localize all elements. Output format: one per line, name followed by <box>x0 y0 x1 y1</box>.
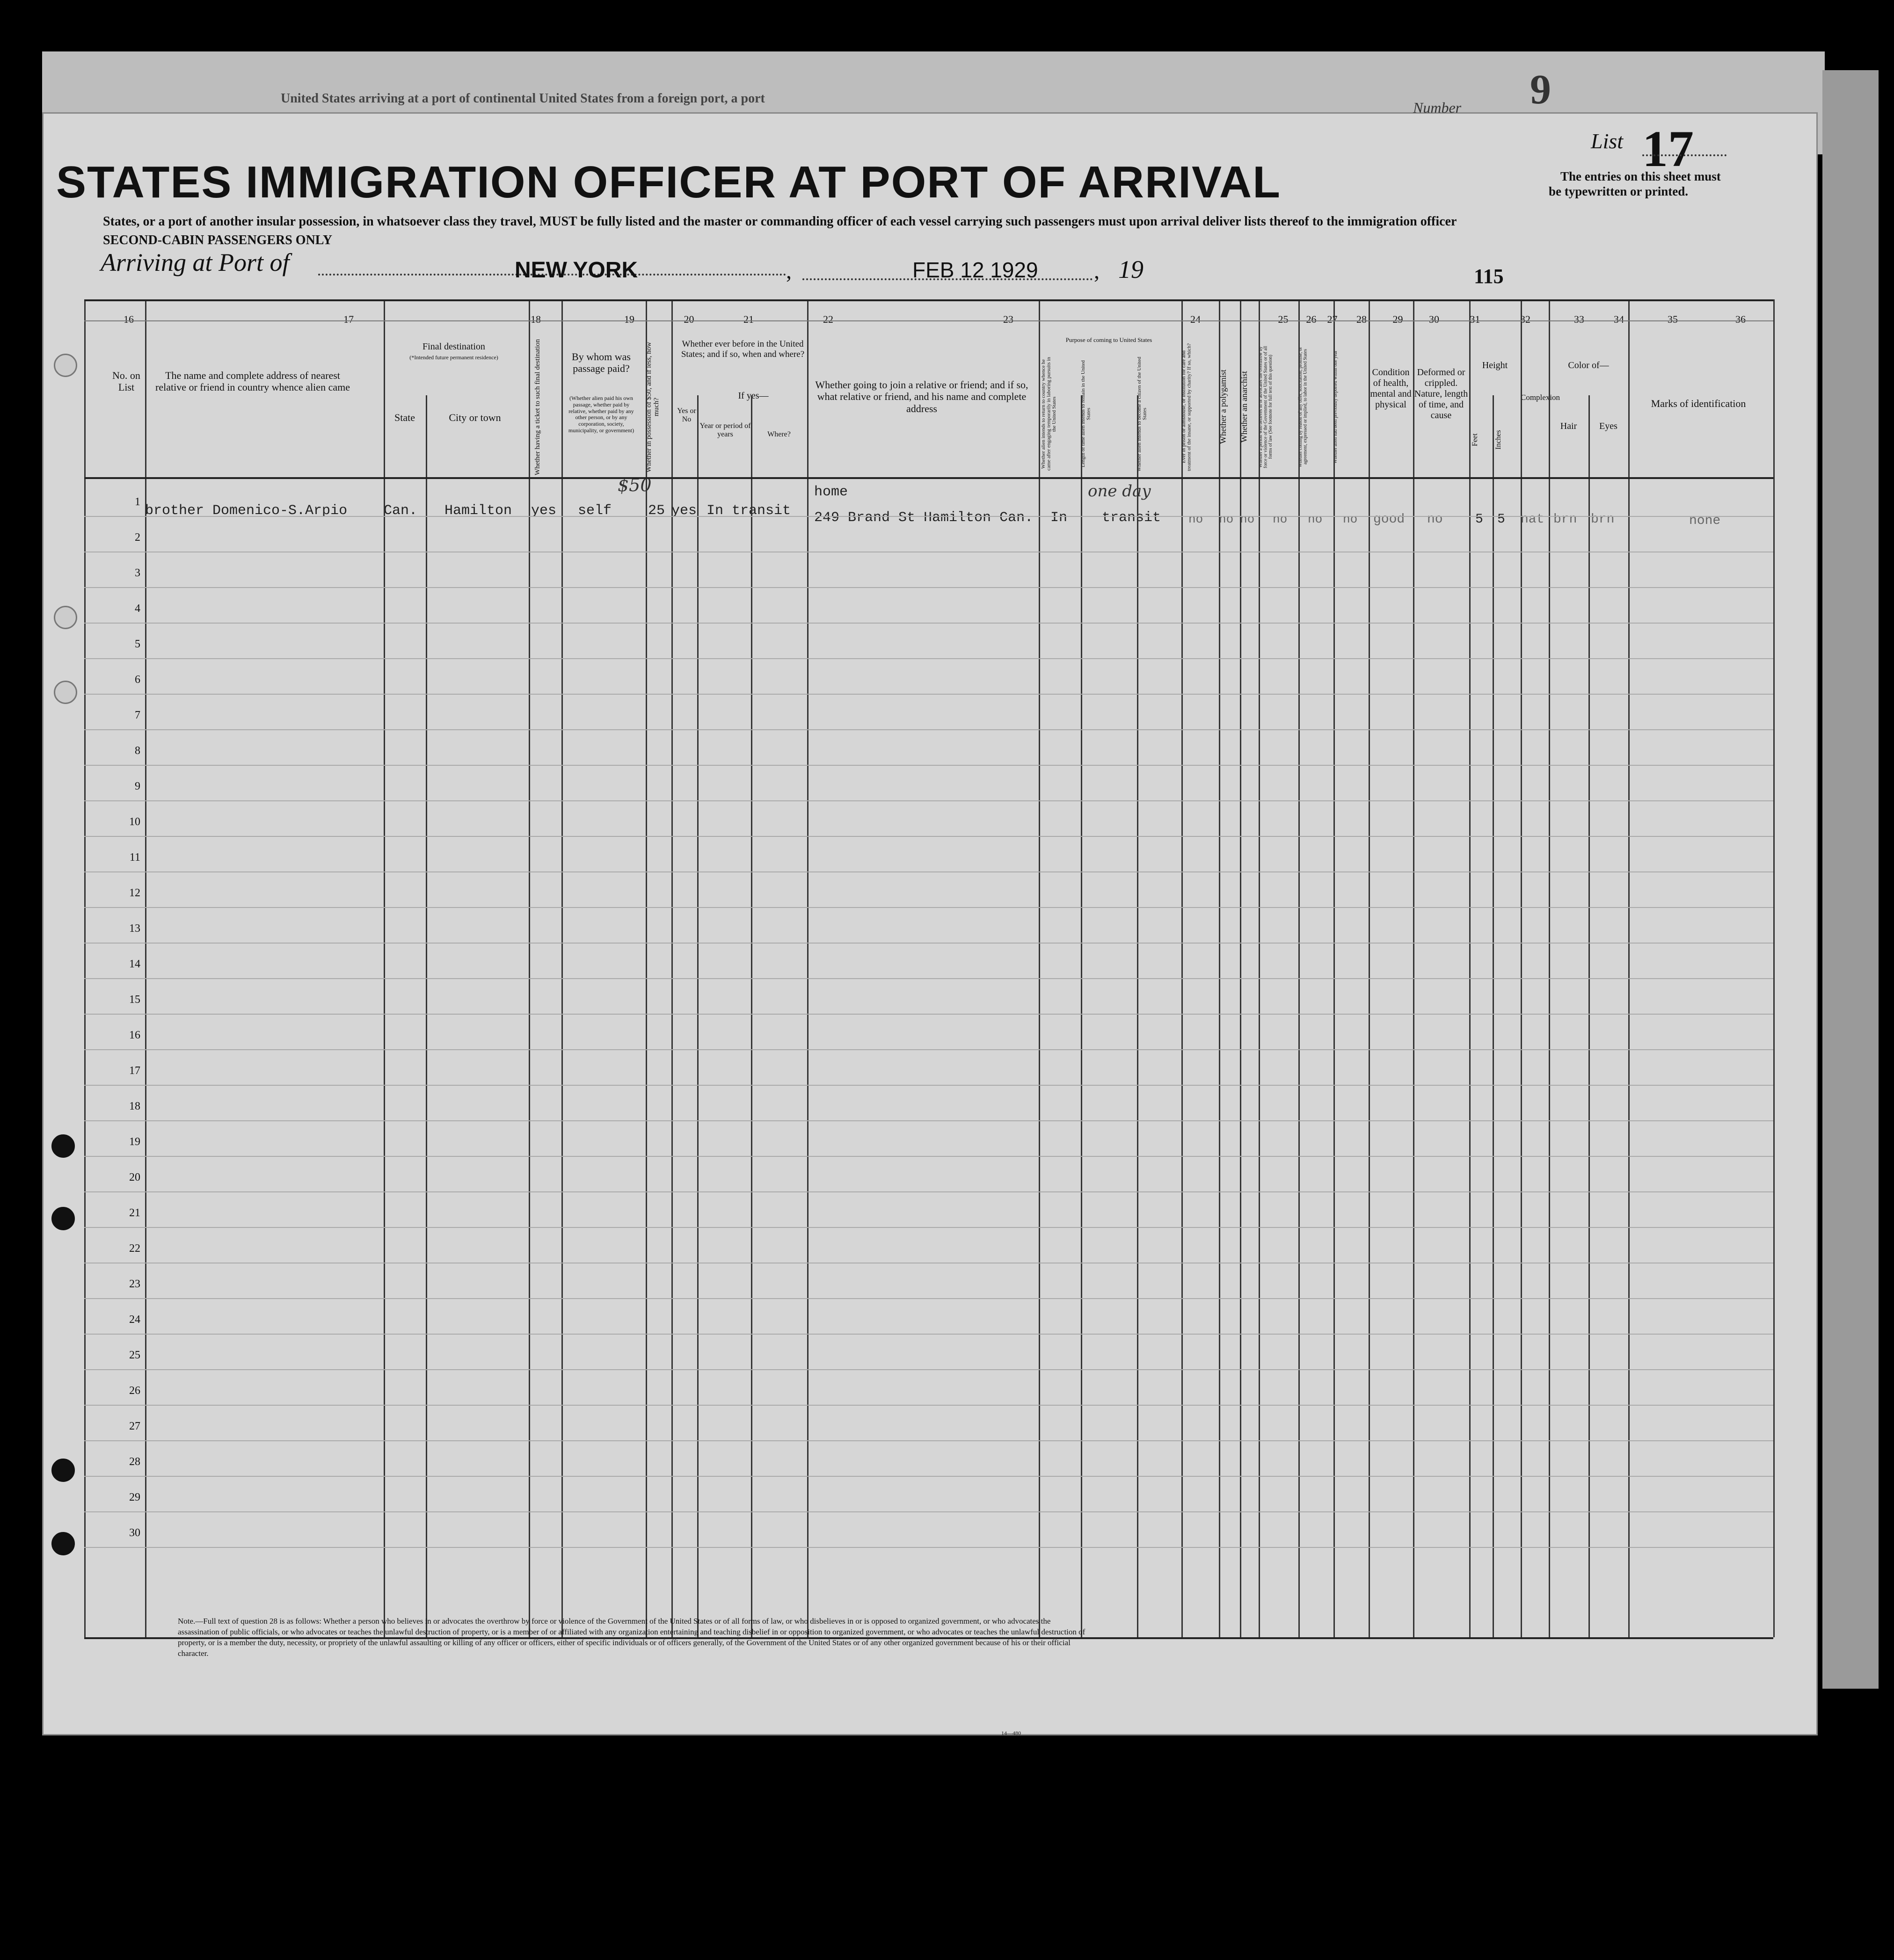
entries-note-line2: be typewritten or printed. <box>1549 184 1688 198</box>
entry-money-handwritten: $50 <box>618 475 652 495</box>
table-row-line <box>84 907 1773 908</box>
col-18-city: City or town <box>449 412 501 423</box>
list-dotted-line <box>1642 154 1726 156</box>
footnote-question-28: Note.—Full text of question 28 is as follows: Whether a person who believes in or advocates the overthrow by force or violence of the Government of the United States or of all forms of law, or who disbelieves in or is opposed to organized government, or who advocates the assassination of public officials, or who advocates or teaches the unlawful destruction of property, or is a member of or affiliated with any organization entertaining and teaching disbelief in or opposition to organized government, or who advocates or teaches the unlawful destruction of property, or is a member the duty, necessity, or propriety of the unlawful assaulting or killing of any officer or officers, either of specific individuals or of officers generally, of the Government of the United States or of any other organized government because of his or their official character. <box>178 1617 1085 1658</box>
entry-height-inches: 5 <box>1497 512 1505 527</box>
table-row-line <box>84 836 1773 837</box>
entry-join-line1: home <box>814 484 848 500</box>
col-29-header: Whether coming by reason of any offer, solicitation, promise, or agreement, expressed or implied, to labor in the United States <box>1298 347 1308 467</box>
row-number: 11 <box>129 851 140 864</box>
table-column-rule <box>1549 299 1550 1637</box>
row-number: 20 <box>129 1171 140 1183</box>
table-row-line <box>84 765 1773 766</box>
manifest-table <box>84 299 1773 1960</box>
table-column-rule <box>1081 395 1082 1637</box>
colnum-29: 29 <box>1392 313 1403 325</box>
entry-deformed: no <box>1427 512 1443 527</box>
row-number: 6 <box>135 674 140 686</box>
table-row-line <box>84 694 1773 695</box>
table-column-rule <box>646 299 647 1637</box>
table-column-rule <box>1493 395 1494 1637</box>
table-column-rule <box>697 395 699 1637</box>
binder-hole <box>54 354 77 377</box>
table-column-rule <box>1259 299 1260 1637</box>
entry-before-where: In transit <box>707 503 791 519</box>
table-column-rule <box>1137 395 1138 1637</box>
table-row-line <box>84 516 1773 517</box>
entries-note-line1: The entries on this sheet must <box>1560 169 1721 183</box>
row-number: 2 <box>135 531 140 544</box>
comma: , <box>1094 259 1100 283</box>
row-number: 28 <box>129 1456 140 1468</box>
colnum-16: 16 <box>124 313 134 325</box>
binder-hole <box>51 1532 75 1555</box>
col-24c-header: Whether alien intends to become a citizen of the United States <box>1136 356 1148 472</box>
binder-hole <box>51 1459 75 1482</box>
col-22-year: Year or period of years <box>699 422 751 439</box>
col-18-note: (*Intended future permanent residence) <box>409 354 498 361</box>
col-33-inches: Inches <box>1494 430 1502 450</box>
entry-length-handwritten: one day <box>1088 482 1151 501</box>
colnum-33: 33 <box>1574 313 1584 325</box>
entry-prison: no <box>1188 512 1203 526</box>
page-title: STATES IMMIGRATION OFFICER AT PORT OF ARRIVAL <box>56 157 1281 207</box>
row-number: 10 <box>129 816 140 828</box>
table-column-rule <box>1219 299 1220 1637</box>
entry-paid-by: self <box>578 503 612 519</box>
entry-offer: no <box>1308 512 1323 526</box>
entry-relative: brother Domenico-S.Arpio <box>145 503 348 519</box>
entry-money: 25 <box>648 503 665 519</box>
table-row-line <box>84 978 1773 979</box>
table-row-line <box>84 1120 1773 1121</box>
colnum-25: 25 <box>1278 313 1289 325</box>
col-35-eyes: Eyes <box>1599 421 1617 431</box>
entry-marks: none <box>1689 514 1721 528</box>
col-22-header: Whether ever before in the United States; and if so, when and where? <box>681 339 805 359</box>
row-number: 24 <box>129 1314 140 1326</box>
table-column-rule <box>1333 299 1335 1637</box>
colnum-22: 22 <box>823 313 833 325</box>
binder-hole <box>54 606 77 629</box>
table-row-line <box>84 1440 1773 1441</box>
col-18-state: State <box>394 412 415 423</box>
table-row-line <box>84 587 1773 588</box>
colnum-17: 17 <box>343 313 354 325</box>
row-number: 16 <box>129 1029 140 1041</box>
table-column-rule <box>1773 299 1775 1637</box>
colnum-19: 19 <box>624 313 634 325</box>
row-number: 22 <box>129 1242 140 1255</box>
col-22-where: Where? <box>767 430 791 438</box>
colnum-24: 24 <box>1190 313 1201 325</box>
col-24a-header: Whether alien intends to return to country whence he came after engaging temporarily in laboring pursuits in the United States <box>1041 357 1057 471</box>
table-column-rule <box>1469 299 1471 1637</box>
col-19-header: Whether having a ticket to such final destination <box>534 339 541 475</box>
table-row-line <box>84 943 1773 944</box>
col-27-header: Whether an anarchist <box>1239 371 1249 443</box>
table-column-rule <box>384 299 385 1637</box>
row-number: 17 <box>129 1065 140 1077</box>
row-number: 3 <box>135 567 140 579</box>
table-column-rule <box>1628 299 1630 1637</box>
col-28-header: Whether a person who believes in or advocates the overthrow by force or violence of the Government of the United States or of all forms of law (See footnote for full text of this question) <box>1258 346 1273 468</box>
colnum-30: 30 <box>1429 313 1439 325</box>
row-number: 23 <box>129 1278 140 1290</box>
col-35-hair: Hair <box>1560 421 1577 431</box>
table-row-line <box>84 623 1773 624</box>
colnum-35: 35 <box>1668 313 1678 325</box>
entry-before-us: yes <box>671 503 697 519</box>
subtitle-instructions: States, or a port of another insular possession, in whatsoever class they travel, MUST be fully listed and the master or commanding officer of each vessel carrying such passengers must upon arrival deliver lists thereof to the immigration officer <box>103 214 1457 229</box>
colnum-31: 31 <box>1470 313 1480 325</box>
colnum-36: 36 <box>1735 313 1746 325</box>
arriving-label: Arriving at Port of <box>101 248 290 276</box>
table-column-rule <box>751 395 752 1637</box>
table-row-line <box>84 1405 1773 1406</box>
entry-length: transit <box>1102 510 1161 526</box>
table-row-line <box>84 658 1773 659</box>
entry-city: Hamilton <box>444 503 512 519</box>
colnum-18: 18 <box>531 313 541 325</box>
table-row-line <box>84 1476 1773 1477</box>
col-32-header: Deformed or crippled. Nature, length of time, and cause <box>1414 367 1468 421</box>
entry-polygamist: no <box>1219 512 1234 526</box>
table-column-rule <box>529 299 530 1637</box>
table-row-line <box>84 1156 1773 1157</box>
colnum-27: 27 <box>1327 313 1338 325</box>
table-row-line <box>84 1298 1773 1299</box>
year-prefix: 19 <box>1118 255 1144 283</box>
table-row-line <box>84 1014 1773 1015</box>
col-33-feet: Feet <box>1471 433 1479 446</box>
entry-purpose: In <box>1050 510 1068 526</box>
entry-height-feet: 5 <box>1475 512 1483 527</box>
col-33-header: Height <box>1482 360 1508 370</box>
col-20-header: By whom was passage paid? <box>572 351 631 375</box>
table-row-line <box>84 1227 1773 1228</box>
entry-eyes: brn <box>1591 512 1615 527</box>
table-row-line <box>84 1334 1773 1335</box>
table-row-line <box>84 1511 1773 1512</box>
list-number: 17 <box>1642 120 1694 177</box>
arrival-date-stamp: FEB 12 1929 <box>912 258 1038 282</box>
table-row-line <box>84 1547 1773 1548</box>
row-number: 18 <box>129 1100 140 1112</box>
row-number: 13 <box>129 922 140 935</box>
table-column-rule <box>1369 299 1370 1637</box>
form-number: 14—480 <box>1001 1730 1021 1736</box>
stacked-page-edges <box>1822 70 1879 1689</box>
table-column-rule <box>807 299 809 1637</box>
table-column-rule <box>84 299 86 1637</box>
number-value: 9 <box>1530 66 1551 113</box>
table-column-rule <box>1413 299 1414 1637</box>
col-17-header: The name and complete address of nearest relative or friend in country whence alien came <box>155 370 350 393</box>
col-36-header: Marks of identification <box>1651 398 1746 409</box>
table-row-line <box>84 871 1773 872</box>
row-number: 8 <box>135 745 140 757</box>
table-column-rule <box>1521 299 1522 1637</box>
col-20-note: (Whether alien paid his own passage, whether paid by relative, whether paid by any other person, or by any corporation, society, municipality, or government) <box>568 395 634 434</box>
row-number: 19 <box>129 1136 140 1148</box>
entry-health: good <box>1373 512 1405 527</box>
entry-overthrow: no <box>1273 512 1288 526</box>
colnum-34: 34 <box>1614 313 1624 325</box>
entry-deported: no <box>1343 512 1358 526</box>
binder-hole <box>51 1207 75 1230</box>
col-16-header: No. on List <box>112 370 140 393</box>
entry-join-line2: 249 Brand St Hamilton Can. <box>814 510 1034 526</box>
row-number: 25 <box>129 1349 140 1361</box>
port-of-arrival: NEW YORK <box>515 258 638 283</box>
table-column-rule <box>561 299 563 1637</box>
col-21-header: Whether in possession of $50, and if less, how much? <box>645 341 660 472</box>
table-column-rule <box>145 299 146 1637</box>
row-number: 14 <box>129 958 140 970</box>
header-top-text: United States arriving at a port of continental United States from a foreign port, a port <box>281 91 765 106</box>
number-label: Number <box>1413 99 1462 116</box>
entry-state: Can. <box>384 503 418 519</box>
row-number: 27 <box>129 1420 140 1432</box>
table-column-rule <box>671 299 673 1637</box>
binder-hole <box>54 681 77 704</box>
colnum-23: 23 <box>1003 313 1013 325</box>
col-22-ifyes: If yes— <box>738 391 769 401</box>
row-number: 1 <box>135 496 140 508</box>
row-number: 9 <box>135 780 140 792</box>
binder-hole <box>51 1134 75 1158</box>
col-30-header: Whether alien had been previously deported within one year <box>1333 350 1338 464</box>
col-23-header: Whether going to join a relative or friend; and if so, what relative or friend, and his name and complete address <box>815 379 1028 414</box>
table-row-rule <box>84 477 1773 479</box>
colnum-32: 32 <box>1520 313 1530 325</box>
table-row-rule <box>84 299 1773 301</box>
comma: , <box>786 259 792 283</box>
col-31-header: Condition of health, mental and physical <box>1370 367 1412 410</box>
table-column-rule <box>1181 299 1183 1637</box>
row-number: 5 <box>135 638 140 650</box>
col-25-header: Ever in prison or almshouse, or institution for care and treatment of the insane, or supported by charity? If so, which? <box>1181 343 1192 471</box>
col-22-yesno: Yes or No <box>677 407 696 424</box>
entry-anarchist: no <box>1240 512 1255 526</box>
row-number: 26 <box>129 1385 140 1397</box>
table-row-line <box>84 729 1773 730</box>
subtitle-class: SECOND-CABIN PASSENGERS ONLY <box>103 233 333 247</box>
entry-ticket: yes <box>531 503 557 519</box>
table-row-line <box>84 1085 1773 1086</box>
entry-hair: brn <box>1553 512 1577 527</box>
row-number: 29 <box>129 1491 140 1503</box>
colnum-26: 26 <box>1306 313 1317 325</box>
table-column-rule <box>1588 395 1590 1637</box>
row-number: 15 <box>129 994 140 1006</box>
row-number: 12 <box>129 887 140 899</box>
col-35-header: Color of— <box>1568 360 1609 370</box>
colnum-20: 20 <box>684 313 694 325</box>
colnum-21: 21 <box>743 313 754 325</box>
colnum-28: 28 <box>1356 313 1367 325</box>
list-label: List <box>1591 129 1624 153</box>
col-34-header: Complexion <box>1521 393 1560 402</box>
entry-complexion: nat <box>1521 512 1544 527</box>
table-column-rule <box>1298 299 1300 1637</box>
col-26-header: Whether a polygamist <box>1218 370 1228 444</box>
table-row-line <box>84 1049 1773 1050</box>
col-18-header: Final destination <box>423 341 485 352</box>
page-number: 115 <box>1474 265 1504 288</box>
col-24-header: Purpose of coming to United States <box>1065 336 1152 343</box>
col-24b-header: Length of time alien intends to remain in the United States <box>1080 360 1092 468</box>
table-row-line <box>84 800 1773 801</box>
table-column-rule <box>426 395 427 1637</box>
row-number: 21 <box>129 1207 140 1219</box>
row-number: 7 <box>135 709 140 721</box>
row-number: 4 <box>135 603 140 615</box>
table-column-rule <box>1240 299 1241 1637</box>
table-row-rule <box>84 320 1773 321</box>
table-row-line <box>84 1191 1773 1192</box>
table-row-line <box>84 1369 1773 1370</box>
row-number: 30 <box>129 1527 140 1539</box>
table-column-rule <box>1039 299 1040 1637</box>
